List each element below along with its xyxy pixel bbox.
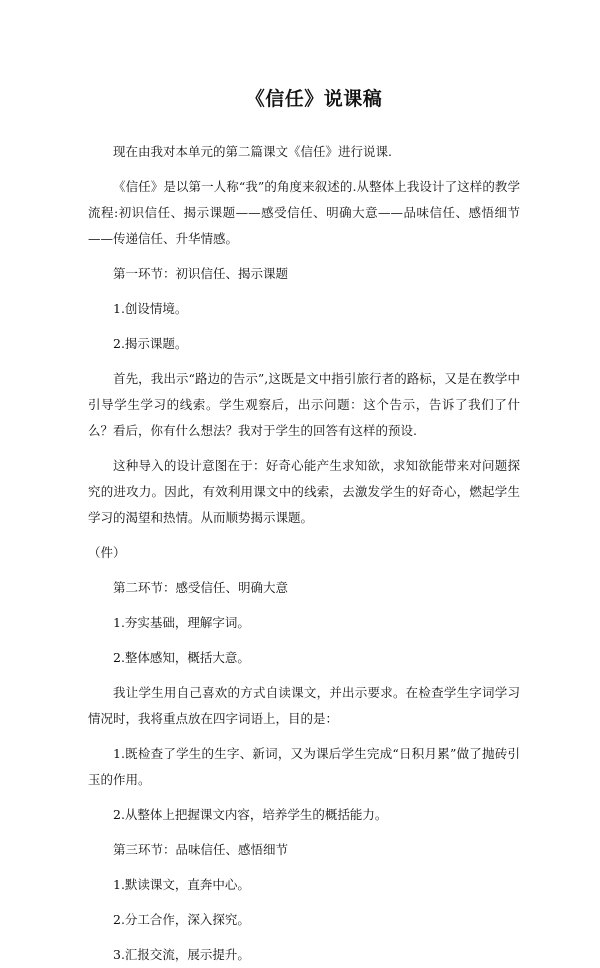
paragraph: 第二环节：感受信任、明确大意 [113,580,289,595]
document-title: 《信任》说课稿 [245,88,383,110]
paragraph: 第三环节：品味信任、感悟细节 [113,842,289,857]
paragraph: 现在由我对本单元的第二篇课文《信任》进行说课. [113,144,392,159]
paragraph: 2.整体感知，概括大意。 [113,650,250,665]
paragraph: 这种导入的设计意图在于：好奇心能产生求知欲，求知欲能带来对问题探究的进攻力。因此，有效利用课文中的线索，去激发学生的好奇心，燃起学生学习的渴望和热情。从而顺势揭示课题。 [88,458,520,525]
paragraph: （件） [88,545,126,560]
paragraph: 1.默读课文，直奔中心。 [113,877,250,892]
paragraph: 1.创设情境。 [113,301,188,316]
paragraph: 2.揭示课题。 [113,336,188,351]
paragraph: 1.夯实基础，理解字词。 [113,615,250,630]
paragraph: 1.既检查了学生的生字、新词，又为课后学生完成“日积月累”做了抛砖引玉的作用。 [88,746,520,787]
paragraph: 我让学生用自己喜欢的方式自读课文，并出示要求。在检查学生字词学习情况时，我将重点放在四字词语上，目的是： [88,685,520,726]
paragraph: 2.分工合作，深入探究。 [113,912,250,927]
paragraph: 3.汇报交流，展示提升。 [113,947,250,962]
document-body [88,139,520,968]
paragraph: 首先，我出示“路边的告示”,这既是文中指引旅行者的路标，又是在教学中引导学生学习的线索。学生观察后，出示问题：这个告示，告诉了我们了什么？看后，你有什么想法？我对于学生的回答有这样的预设. [88,371,520,438]
paragraph: 《信任》是以第一人称“我”的角度来叙述的.从整体上我设计了这样的教学流程:初识信任、揭示课题——感受信任、明确大意——品味信任、感悟细节——传递信任、升华情感。 [88,179,520,246]
paragraph: 第一环节：初识信任、揭示课题 [113,266,289,281]
paragraph: 2.从整体上把握课文内容，培养学生的概括能力。 [113,807,388,822]
